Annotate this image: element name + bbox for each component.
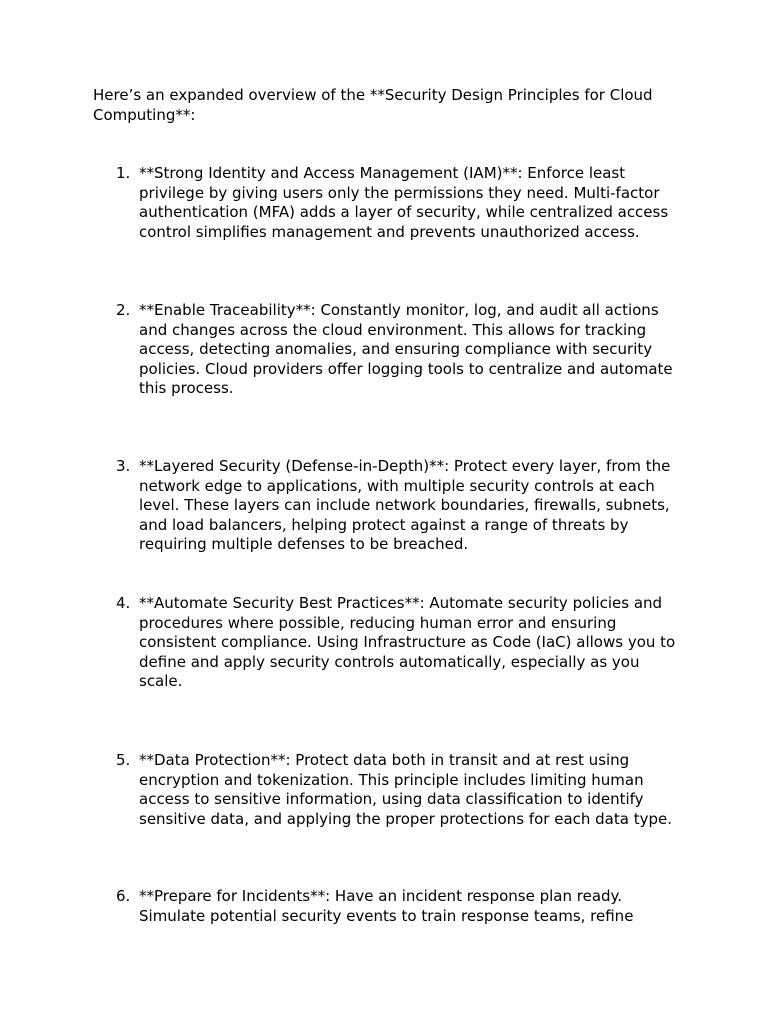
intro-paragraph: Here’s an expanded overview of the **Security Design Principles for Cloud Computing**: <box>93 86 653 124</box>
list-item-text: **Strong Identity and Access Management (IAM)**: Enforce least privilege by giving users only the permissions they need. Multi-factor authentication (MFA) adds a layer of security, while centralized access control simplifies management and prevents unauthorized access. <box>139 164 669 241</box>
list-item-text: **Automate Security Best Practices**: Automate security policies and procedures where possible, reducing human error and ensuring consistent compliance. Using Infrastructure as Code (IaC) allows you to define and apply security controls automatically, especially as you scale. <box>139 594 676 691</box>
list-item-text: **Layered Security (Defense-in-Depth)**: Protect every layer, from the network edge to applications, with multiple security controls at each level. These layers can include network boundaries, firewalls, subnets, and load balancers, helping protect against a range of threats by requiring multiple defenses to be breached. <box>139 457 671 554</box>
list-item-1 <box>93 164 693 242</box>
list-item-number: 3. <box>116 457 131 475</box>
list-item-3 <box>93 457 693 555</box>
list-item-number: 1. <box>116 164 131 182</box>
list-item-number: 4. <box>116 594 131 612</box>
list-item-2 <box>93 301 693 399</box>
list-item-number: 5. <box>116 751 131 769</box>
list-item-text: **Enable Traceability**: Constantly monitor, log, and audit all actions and changes across the cloud environment. This allows for tracking access, detecting anomalies, and ensuring compliance with security policies. Cloud providers offer logging tools to centralize and automate this process. <box>139 301 673 398</box>
list-item-text: **Data Protection**: Protect data both in transit and at rest using encryption and tokenization. This principle includes limiting human access to sensitive information, using data classification to identify sensitive data, and applying the proper protections for each data type. <box>139 751 672 828</box>
list-item-6 <box>93 887 693 926</box>
list-item-number: 6. <box>116 887 131 905</box>
list-item-4 <box>93 594 693 692</box>
list-item-text: **Prepare for Incidents**: Have an incident response plan ready. Simulate potential security events to train response teams, refine <box>139 887 634 925</box>
list-item-5 <box>93 751 693 829</box>
list-item-number: 2. <box>116 301 131 319</box>
